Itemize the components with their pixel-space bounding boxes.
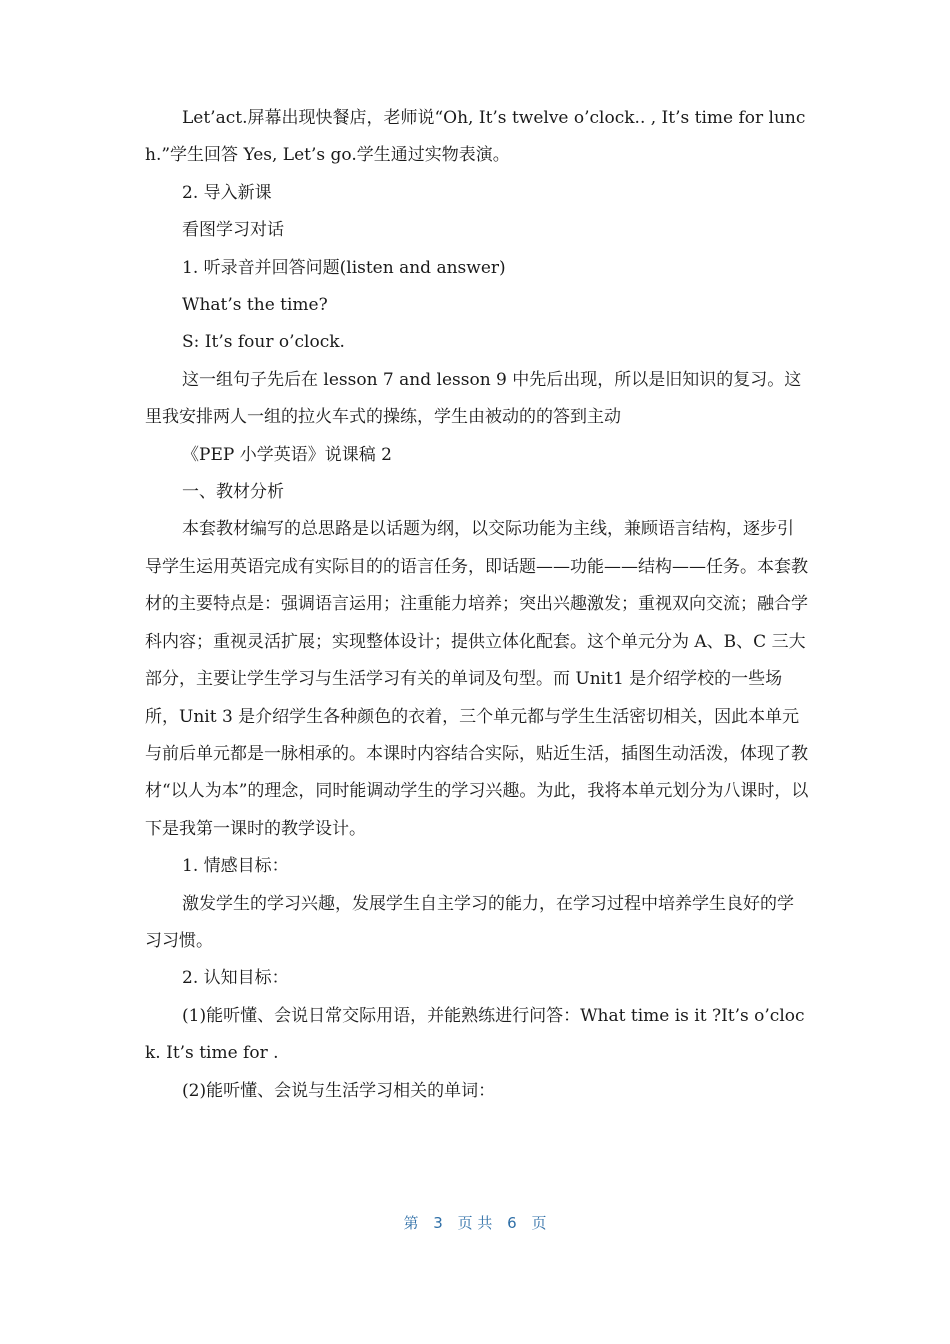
paragraph: 1. 听录音并回答问题(listen and answer)	[182, 257, 506, 278]
section-heading: 1. 情感目标：	[182, 856, 289, 877]
paragraph: What’s the time?	[182, 295, 328, 316]
footer-prefix: 第	[403, 1214, 419, 1232]
page-footer	[0, 1212, 950, 1233]
paragraph: Let’act.屏幕出现快餐店，老师说“Oh, It’s twelve o’clock.. , It’s time for lunch.”学生回答 Yes, Let’s go.学生通过实物表演。	[145, 108, 806, 166]
section-heading: 2. 认知目标：	[182, 968, 289, 989]
document-body	[145, 100, 810, 1110]
footer-suffix: 页	[531, 1214, 547, 1232]
paragraph: 这一组句子先后在 lesson 7 and lesson 9 中先后出现，所以是旧知识的复习。这里我安排两人一组的拉火车式的操练，学生由被动的的答到主动	[145, 369, 802, 428]
document-subtitle: 《PEP 小学英语》说课稿 2	[182, 444, 392, 465]
paragraph: (1)能听懂、会说日常交际用语，并能熟练进行问答：What time is it ?It’s o’clock. It’s time for .	[145, 1005, 805, 1064]
paragraph: 激发学生的学习兴趣，发展学生自主学习的能力，在学习过程中培养学生良好的学习习惯。	[145, 893, 794, 951]
current-page-number: 3	[433, 1214, 443, 1232]
footer-middle: 页 共	[457, 1214, 493, 1232]
paragraph: 本套教材编写的总思路是以话题为纲，以交际功能为主线，兼顾语言结构，逐步引导学生运用英语完成有实际目的的语言任务，即话题——功能——结构——任务。本套教材的主要特点是：强调语言运用；注重能力培养；突出兴趣激发；重视双向交流；融合学科内容；重视灵活扩展；实现整体设计；提供立体化配套。这个单元分为 A、B、C 三大部分，主要让学生学习与生活学习有关的单词及句型。而 Unit1 是介绍学校的一些场所，Unit 3 是介绍学生各种颜色的衣着，三个单元都与学生生活密切相关，因此本单元与前后单元都是一脉相承的。本课时内容结合实际，贴近生活，插图生动活泼，体现了教材“以人为本”的理念，同时能调动学生的学习兴趣。为此，我将本单元划分为八课时，以下是我第一课时的教学设计。	[145, 519, 809, 839]
paragraph: 看图学习对话	[182, 220, 284, 241]
section-heading: 一、教材分析	[182, 482, 284, 503]
paragraph: (2)能听懂、会说与生活学习相关的单词：	[182, 1080, 496, 1101]
total-page-count: 6	[507, 1214, 517, 1232]
paragraph: S: It’s four o’clock.	[182, 332, 345, 353]
section-heading: 2. 导入新课	[182, 182, 272, 203]
